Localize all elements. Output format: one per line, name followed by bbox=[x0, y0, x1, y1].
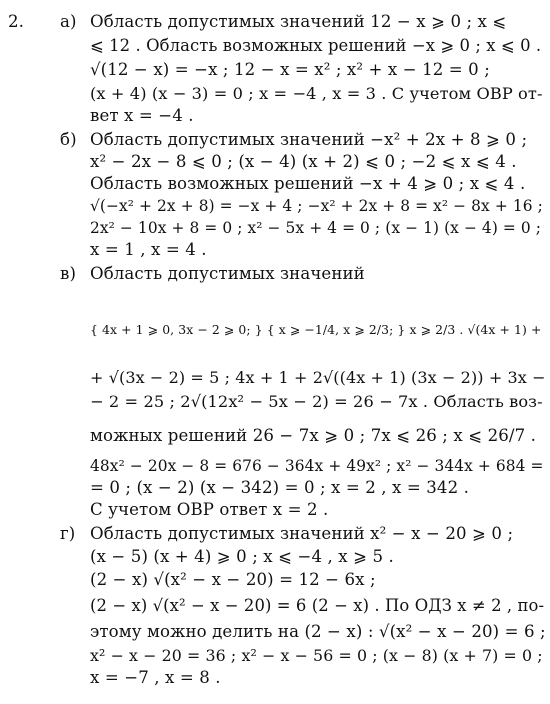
part-b-line: 2x² − 10x + 8 = 0 ; x² − 5x + 4 = 0 ; (x − 1) (x − 4) = 0 ; bbox=[90, 219, 542, 237]
part-c-line: можных решений 26 − 7x ⩾ 0 ; 7x ⩽ 26 ; x ⩽ 26/7 . bbox=[90, 426, 536, 445]
part-c-system-line: { 4x + 1 ⩾ 0, 3x − 2 ⩾ 0; } { x ⩾ −1/4, x ⩾ 2/3; } x ⩾ 2/3 . √(4x + 1) + bbox=[90, 322, 542, 337]
part-a-line: (x + 4) (x − 3) = 0 ; x = −4 , x = 3 . С учетом ОВР от- bbox=[90, 84, 543, 103]
part-c-line: Область допустимых значений bbox=[90, 264, 365, 283]
part-b-line: Область допустимых значений −x² + 2x + 8 ⩾ 0 ; bbox=[90, 130, 528, 149]
part-b-line: √(−x² + 2x + 8) = −x + 4 ; −x² + 2x + 8 = x² − 8x + 16 ; bbox=[90, 197, 543, 215]
part-c-line: = 0 ; (x − 2) (x − 342) = 0 ; x = 2 , x = 342 . bbox=[90, 478, 469, 497]
part-a-line: Область допустимых значений 12 − x ⩾ 0 ; x ⩽ bbox=[90, 12, 507, 31]
part-c-label: в) bbox=[60, 264, 77, 283]
part-a-label: а) bbox=[60, 12, 77, 31]
part-c-line: − 2 = 25 ; 2√(12x² − 5x − 2) = 26 − 7x . Область воз- bbox=[90, 392, 543, 411]
part-d-line: x² − x − 20 = 36 ; x² − x − 56 = 0 ; (x − 8) (x + 7) = 0 ; bbox=[90, 646, 543, 665]
part-a-line: ⩽ 12 . Область возможных решений −x ⩾ 0 ; x ⩽ 0 . bbox=[90, 36, 542, 55]
part-c-line: 48x² − 20x − 8 = 676 − 364x + 49x² ; x² − 344x + 684 = bbox=[90, 457, 544, 475]
part-a-line: вет x = −4 . bbox=[90, 106, 194, 125]
part-d-line: этому можно делить на (2 − x) : √(x² − x − 20) = 6 ; bbox=[90, 622, 546, 641]
part-a-line: √(12 − x) = −x ; 12 − x = x² ; x² + x − 12 = 0 ; bbox=[90, 60, 490, 79]
part-d-line: Область допустимых значений x² − x − 20 ⩾ 0 ; bbox=[90, 524, 514, 543]
part-b-label: б) bbox=[60, 130, 77, 149]
part-d-label: г) bbox=[60, 524, 76, 543]
part-b-line: Область возможных решений −x + 4 ⩾ 0 ; x ⩽ 4 . bbox=[90, 174, 526, 193]
part-b-line: x² − 2x − 8 ⩽ 0 ; (x − 4) (x + 2) ⩽ 0 ; −2 ⩽ x ⩽ 4 . bbox=[90, 152, 517, 171]
part-d-line: (2 − x) √(x² − x − 20) = 6 (2 − x) . По ОДЗ x ≠ 2 , по- bbox=[90, 596, 545, 615]
part-d-line: (2 − x) √(x² − x − 20) = 12 − 6x ; bbox=[90, 570, 376, 589]
part-b-line: x = 1 , x = 4 . bbox=[90, 240, 207, 259]
problem-number: 2. bbox=[8, 12, 25, 31]
part-c-line: С учетом ОВР ответ x = 2 . bbox=[90, 500, 329, 519]
part-d-line: x = −7 , x = 8 . bbox=[90, 668, 221, 687]
part-d-line: (x − 5) (x + 4) ⩾ 0 ; x ⩽ −4 , x ⩾ 5 . bbox=[90, 547, 394, 566]
part-c-line: + √(3x − 2) = 5 ; 4x + 1 + 2√((4x + 1) (3x − 2)) + 3x − bbox=[90, 368, 546, 387]
